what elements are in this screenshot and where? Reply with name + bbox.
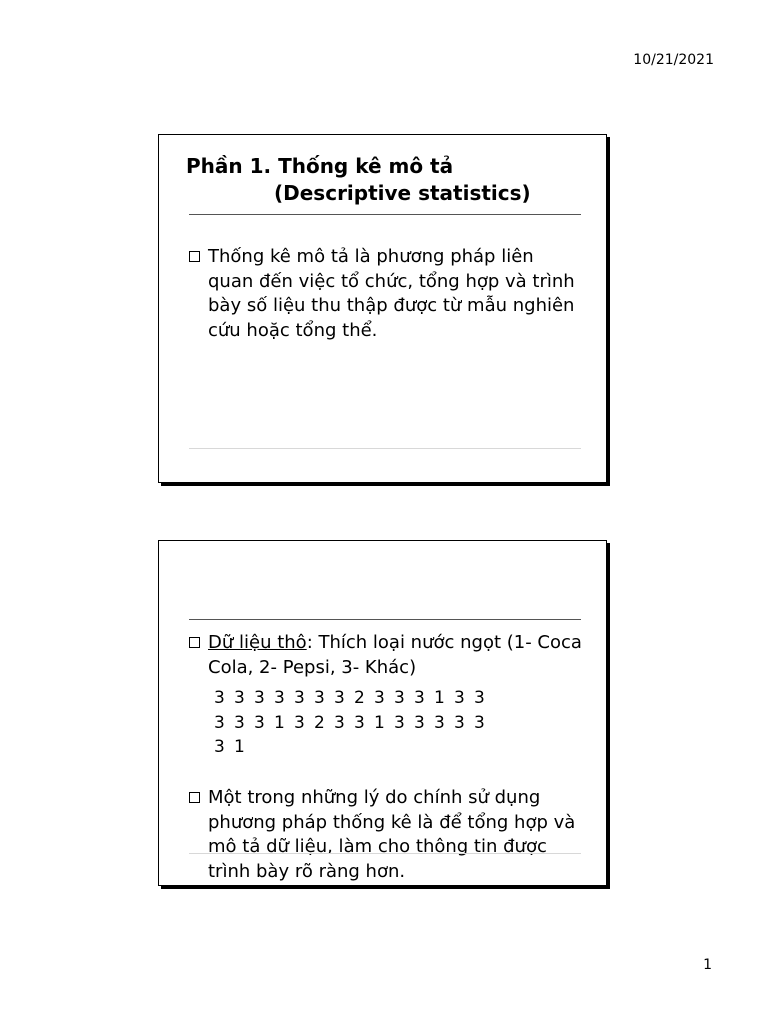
raw-data-value: 1 (374, 712, 385, 733)
raw-data-value: 3 (214, 712, 225, 733)
raw-data-value: 3 (474, 712, 485, 733)
bullet-text: Một trong những lý do chính sử dụng phương pháp thống kê là để tổng hợp và mô tả dữ liệu, làm cho thông tin được trình bày rõ ràng hơn. (208, 787, 576, 882)
raw-data-value: 3 (314, 688, 325, 708)
raw-data-term: Dữ liệu thô (208, 632, 307, 653)
bullet-item (189, 631, 584, 680)
square-bullet-icon (189, 637, 200, 648)
raw-data-value: 3 (334, 712, 345, 733)
raw-data-value: 3 (234, 712, 245, 733)
footer-divider (189, 448, 581, 449)
raw-data-value: 3 (414, 688, 425, 708)
raw-data-value: 3 (454, 688, 465, 708)
slide-2 (158, 540, 607, 886)
raw-data-value: 3 (394, 688, 405, 708)
print-date: 10/21/2021 (633, 52, 714, 68)
raw-data-value: 3 (234, 688, 245, 708)
raw-data-value: 3 (214, 737, 225, 757)
raw-data-value: 3 (474, 688, 485, 708)
raw-data-value: 1 (274, 712, 285, 733)
bullet-text: Thống kê mô tả là phương pháp liên quan đến việc tổ chức, tổng hợp và trình bày số liệu thu thập được từ mẫu nghiên cứu hoặc tổng thể. (208, 246, 575, 341)
raw-data-value: 3 (374, 688, 385, 708)
raw-data-value: 3 (454, 712, 465, 733)
slide-1 (158, 134, 607, 483)
bullet-item (189, 245, 584, 343)
raw-data-value: 3 (414, 712, 425, 733)
raw-data-value: 3 (334, 688, 345, 708)
title-divider (189, 619, 581, 620)
raw-data-value: 3 (254, 688, 265, 708)
raw-data-value: 2 (354, 688, 365, 708)
raw-data-value: 3 (434, 712, 445, 733)
bullet-text: : Thích loại nước ngọt (1- Coca Cola, 2- Pepsi, 3- Khác) (208, 632, 582, 678)
square-bullet-icon (189, 251, 200, 262)
raw-data-values (214, 686, 574, 760)
raw-data-value: 3 (354, 712, 365, 733)
bullet-item (189, 786, 584, 884)
footer-divider (189, 853, 581, 854)
square-bullet-icon (189, 792, 200, 803)
title-divider (189, 214, 581, 215)
raw-data-value: 2 (314, 712, 325, 733)
title-line-1: Phần 1. Thống kê mô tả (186, 154, 454, 178)
raw-data-value: 1 (234, 737, 245, 757)
raw-data-value: 3 (394, 712, 405, 733)
raw-data-value: 3 (214, 688, 225, 708)
raw-data-value: 3 (254, 712, 265, 733)
slide-title (186, 153, 531, 207)
raw-data-value: 3 (294, 712, 305, 733)
raw-data-value: 3 (274, 688, 285, 708)
page-number: 1 (703, 957, 712, 973)
raw-data-value: 1 (434, 688, 445, 708)
title-line-2: (Descriptive statistics) (274, 181, 531, 205)
raw-data-value: 3 (294, 688, 305, 708)
